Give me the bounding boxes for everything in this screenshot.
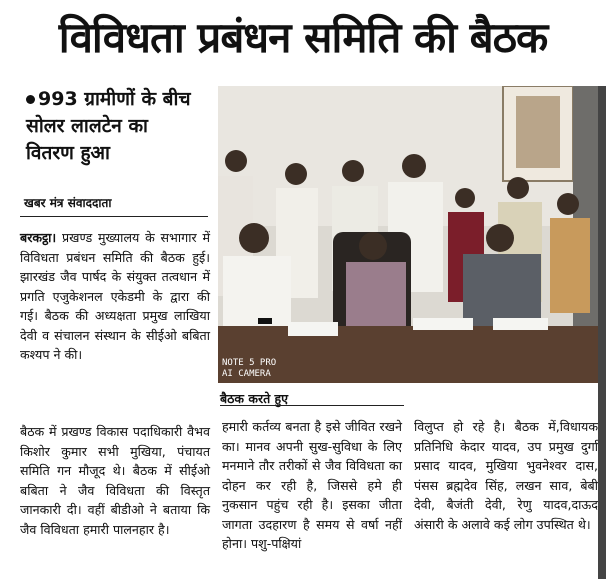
- caption-divider: [220, 405, 404, 406]
- photo-watermark-line1: NOTE 5 PRO: [222, 358, 277, 368]
- byline-divider: [20, 216, 208, 217]
- article-paragraph-1: [20, 228, 210, 365]
- article-column-2: हमारी कर्तव्य बनता है इसे जीवित रखने का। मानव अपनी सुख-सुविधा के लिए मनमाने तौर तरीकों से जैव विविधता का दोहन कर रही है, जिससे हमे ही नुकसान पहुंच रही है। इसका जीता जागता उदहारण है समय से वर्षा नहीं होना। पशु-पक्षियां: [222, 419, 402, 551]
- byline: खबर मंत्र संवाददाता: [24, 196, 112, 210]
- article-paragraph-2: बैठक में प्रखण्ड विकास पदाधिकारी वैभव किशोर कुमार सभी मुखिया, पंचायत समिति गन मौजूद थे। बैठक में सीईओ बबिता ने जैव विविधता की विस्तृत जानकारी दी। वहीं बीडीओ ने बताया कि जैव विविधता हमारी पालनहार है।: [20, 424, 210, 537]
- subheadline: [26, 86, 196, 167]
- meeting-photo: [218, 86, 598, 383]
- photo-caption: बैठक करते हुए: [220, 391, 289, 406]
- subheadline-text: 993 ग्रामीणों के बीच सोलर लालटेन का वितरण हुआ: [26, 88, 191, 164]
- bullet-icon: [26, 95, 35, 104]
- page-edge: [598, 86, 606, 579]
- paragraph-1-text: प्रखण्ड मुख्यालय के सभागार में विविधता प्रबंधन समिति की बैठक हुई। झारखंड जैव पार्षद के संयुक्त तत्वधान में प्रगति एजुकेशनल एकेडमी के द्वारा की गई। बैठक की अध्यक्षता प्रमुख लाखिया देवी व संचालन संस्थान के सीईओ बबिता कश्यप ने की।: [20, 230, 210, 362]
- photo-watermark-line2: AI CAMERA: [222, 369, 271, 379]
- dateline: बरकट्ठा।: [20, 230, 57, 245]
- article-column-3: विलुप्त हो रहे है। बैठक में,विधायक प्रतिनिधि केदार यादव, उप प्रमुख दुर्गा प्रसाद यादव, मुखिया भुवनेश्वर दास, पंसस ब्रह्मदेव सिंह, लखन साव, बेबी देवी, बैजंती देवी, रेणु यादव,दाऊद अंसारी के अलावे कई लोग उपस्थित थे।: [414, 419, 598, 532]
- headline: विविधता प्रबंधन समिति की बैठक: [58, 13, 548, 62]
